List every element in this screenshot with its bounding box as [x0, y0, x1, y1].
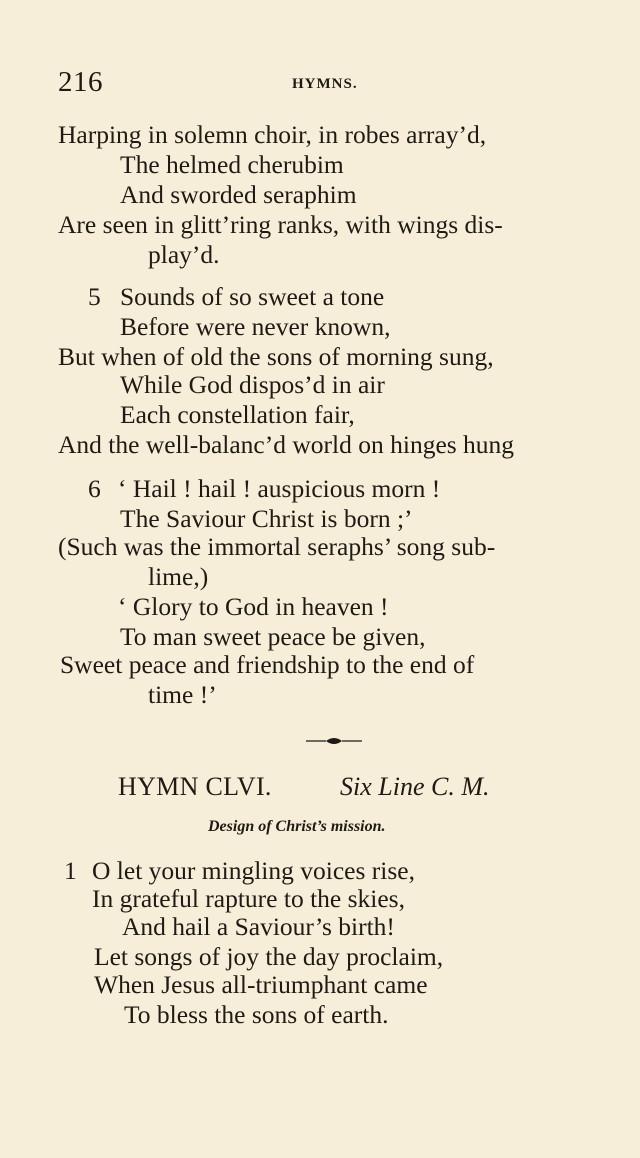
verse-line: ‘ Glory to God in heaven !	[118, 592, 389, 621]
verse-line: Harping in solemn choir, in robes array’d,	[58, 120, 487, 149]
verse-line: The helmed cherubim	[120, 150, 344, 179]
verse-line: The Saviour Christ is born ;’	[120, 504, 413, 533]
verse-line: O let your mingling voices rise,	[92, 856, 415, 885]
verse-line: Before were never known,	[120, 312, 391, 341]
verse-line: While God dispos’d in air	[120, 370, 385, 399]
verse-line: time !’	[148, 680, 217, 709]
verse-line: And the well-balanc’d world on hinges hung	[58, 430, 515, 459]
verse-line: And sworded seraphim	[120, 180, 357, 209]
stanza-number: 6	[88, 474, 101, 503]
verse-line: Are seen in glitt’ring ranks, with wings dis-	[58, 210, 503, 239]
hymn-title: HYMN CLVI.	[118, 772, 272, 801]
verse-line: In grateful rapture to the skies,	[92, 884, 405, 913]
page-number: 216	[58, 66, 103, 98]
stanza-number: 5	[88, 282, 101, 311]
verse-line: To bless the sons of earth.	[124, 1000, 389, 1029]
verse-line: To man sweet peace be given,	[120, 622, 426, 651]
verse-line: But when of old the sons of morning sung,	[58, 342, 494, 371]
verse-line: Sweet peace and friendship to the end of	[60, 650, 475, 679]
stanza-number: 1	[64, 856, 77, 885]
verse-line: And hail a Saviour’s birth!	[122, 912, 395, 941]
hymn-meter: Six Line C. M.	[340, 772, 490, 801]
verse-line: play’d.	[148, 240, 220, 269]
verse-line: Let songs of joy the day proclaim,	[94, 942, 444, 971]
hymn-subtitle: Design of Christ’s mission.	[208, 818, 386, 835]
verse-line: Each constellation fair,	[120, 400, 355, 429]
verse-line: (Such was the immortal seraphs’ song sub-	[58, 532, 496, 561]
verse-line: When Jesus all-triumphant came	[94, 970, 428, 999]
running-title: HYMNS.	[292, 76, 358, 92]
ornament-divider-icon	[304, 733, 364, 749]
verse-line: ‘ Hail ! hail ! auspicious morn !	[118, 474, 441, 503]
verse-line: Sounds of so sweet a tone	[120, 282, 385, 311]
verse-line: lime,)	[148, 562, 209, 591]
